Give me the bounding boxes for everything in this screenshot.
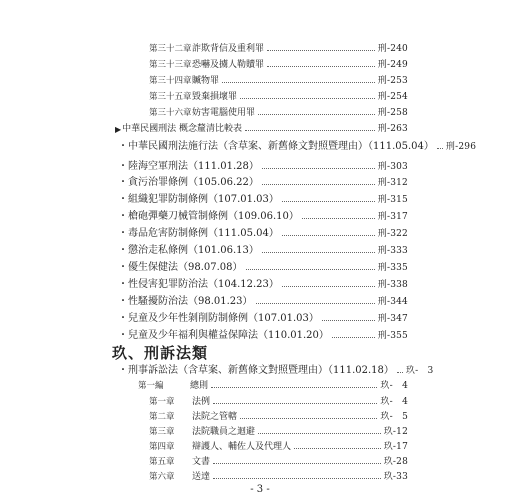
toc-entry xyxy=(149,466,408,482)
leader-dots xyxy=(294,448,381,449)
page-ref: 玖-17 xyxy=(383,442,408,452)
page-ref: 玖-33 xyxy=(383,472,408,482)
toc-entry xyxy=(149,54,408,70)
chapter-title: 辯護人、輔佐人及代理人 xyxy=(192,442,292,452)
leader-dots xyxy=(262,252,375,253)
leader-dots xyxy=(258,114,375,115)
toc-entry xyxy=(149,38,408,54)
toc-entry xyxy=(149,102,408,118)
page-ref: 刑-254 xyxy=(377,92,408,102)
leader-dots xyxy=(397,372,403,373)
chapter-number: 第三十四章 xyxy=(149,76,192,86)
law-title: ・性騷擾防治法（98.01.23） xyxy=(118,296,253,307)
leader-dots xyxy=(245,130,375,131)
page-ref: 刑-322 xyxy=(377,229,408,239)
toc-entry xyxy=(149,406,408,422)
law-title: ・性侵害犯罪防治法（104.12.23） xyxy=(118,279,279,290)
leader-dots xyxy=(282,286,375,287)
chapter-number: 第五章 xyxy=(149,457,175,467)
toc-entry xyxy=(149,391,408,407)
law-title: ・兒童及少年福利與權益保障法（110.01.20） xyxy=(118,330,329,341)
toc-entry-law xyxy=(118,274,408,290)
leader-dots xyxy=(222,82,375,83)
chapter-number: 第三十五章 xyxy=(149,92,192,102)
page-number: - 3 - xyxy=(250,484,270,495)
chapter-number: 第二章 xyxy=(149,412,175,422)
leader-dots xyxy=(282,235,375,236)
law-title: ・懲治走私條例（101.06.13） xyxy=(118,245,259,256)
leader-dots xyxy=(267,66,375,67)
law-title: ・兒童及少年性剝削防制條例（107.01.03） xyxy=(118,313,319,324)
leader-dots xyxy=(437,148,443,149)
chapter-title: 詐欺背信及重利罪 xyxy=(192,44,265,54)
toc-entry-law xyxy=(118,240,408,256)
toc-entry-part xyxy=(138,375,408,391)
page-ref: 刑-335 xyxy=(377,263,408,273)
chapter-number: 第三章 xyxy=(149,427,175,437)
page-ref: 刑-263 xyxy=(377,124,408,134)
page-ref: 玖-12 xyxy=(383,427,408,437)
leader-dots xyxy=(240,98,375,99)
toc-entry xyxy=(149,86,408,102)
leader-dots xyxy=(211,387,377,388)
law-title: ・優生保健法（98.07.08） xyxy=(118,262,243,273)
page-ref: 刑-338 xyxy=(377,280,408,290)
toc-entry xyxy=(149,421,408,437)
law-title: ・組織犯罪防制條例（107.01.03） xyxy=(118,194,279,205)
page-ref: 刑-303 xyxy=(377,162,408,172)
leader-dots xyxy=(282,201,375,202)
leader-dots xyxy=(302,218,375,219)
page-ref: 玖-28 xyxy=(383,457,408,467)
page-ref: 刑-240 xyxy=(377,44,408,54)
leader-dots xyxy=(213,478,381,479)
toc-entry-law xyxy=(118,206,408,222)
chapter-number: 第一章 xyxy=(149,397,175,407)
page-ref: 刑-347 xyxy=(377,314,408,324)
toc-entry-law xyxy=(118,257,408,273)
page-ref: 刑-333 xyxy=(377,246,408,256)
leader-dots xyxy=(262,168,375,169)
law-title: ・貪污治罪條例（105.06.22） xyxy=(118,177,259,188)
chapter-title: 毀棄損壞罪 xyxy=(192,92,238,102)
toc-entry xyxy=(149,451,408,467)
chapter-number: 第三十三章 xyxy=(149,60,192,70)
part-number: 第一編 xyxy=(138,381,164,391)
toc-entry-law xyxy=(118,136,477,152)
law-title: ・毒品危害防制條例（111.05.04） xyxy=(118,228,279,239)
law-title: ・陸海空軍刑法（111.01.28） xyxy=(118,161,259,172)
leader-dots xyxy=(332,337,375,338)
comparison-title: 中華民國刑法 概念釐清比較表 xyxy=(122,124,243,134)
leader-dots xyxy=(258,433,381,434)
leader-dots xyxy=(213,463,381,464)
toc-entry-law xyxy=(118,291,408,307)
chapter-title: 法院職員之迴避 xyxy=(192,427,256,437)
leader-dots xyxy=(246,269,375,270)
toc-entry-comparison xyxy=(115,118,408,134)
toc-entry-law xyxy=(118,325,408,341)
chapter-title: 妨害電腦使用罪 xyxy=(192,108,256,118)
page-ref: 玖- 4 xyxy=(380,381,408,391)
chapter-number: 第四章 xyxy=(149,442,175,452)
triangle-marker-icon: ▶ xyxy=(115,125,122,134)
toc-entry xyxy=(149,436,408,452)
page-ref: 玖- 3 xyxy=(405,366,434,376)
chapter-number: 第六章 xyxy=(149,472,175,482)
toc-entry-law xyxy=(118,156,408,172)
page-ref: 刑-355 xyxy=(377,331,408,341)
chapter-title: 法院之管轄 xyxy=(192,412,238,422)
page-ref: 刑-315 xyxy=(377,195,408,205)
page-ref: 玖- 5 xyxy=(380,412,408,422)
part-title: 總則 xyxy=(190,381,209,391)
leader-dots xyxy=(267,50,375,51)
page-ref: 刑-296 xyxy=(445,142,477,152)
chapter-number: 第三十二章 xyxy=(149,44,192,54)
toc-entry-law xyxy=(118,360,434,376)
toc-entry-law xyxy=(118,308,408,324)
section-heading: 玖、刑訴法類 xyxy=(112,344,209,362)
chapter-title: 文書 xyxy=(192,457,211,467)
law-title: ・刑事訴訟法（含草案、新舊條文對照暨理由）（111.02.18） xyxy=(118,365,394,376)
law-title: ・槍砲彈藥刀械管制條例（109.06.10） xyxy=(118,211,299,222)
chapter-title: 恐嚇及擄人勒贖罪 xyxy=(192,60,265,70)
chapter-number: 第三十六章 xyxy=(149,108,192,118)
leader-dots xyxy=(213,403,377,404)
page-ref: 刑-249 xyxy=(377,60,408,70)
toc-entry-law xyxy=(118,189,408,205)
page-ref: 刑-253 xyxy=(377,76,408,86)
chapter-title: 法例 xyxy=(192,397,211,407)
leader-dots xyxy=(322,320,375,321)
page-ref: 刑-312 xyxy=(377,178,408,188)
toc-entry xyxy=(149,70,408,86)
page-ref: 刑-344 xyxy=(377,297,408,307)
page-ref: 玖- 4 xyxy=(380,397,408,407)
law-title: ・中華民國刑法施行法（含草案、新舊條文對照暨理由）（111.05.04） xyxy=(118,141,434,152)
leader-dots xyxy=(262,184,375,185)
leader-dots xyxy=(256,303,375,304)
toc-entry-law xyxy=(118,223,408,239)
chapter-title: 贓物罪 xyxy=(192,76,220,86)
chapter-title: 送達 xyxy=(192,472,211,482)
toc-entry-law xyxy=(118,172,408,188)
page-ref: 刑-258 xyxy=(377,108,408,118)
page-ref: 刑-317 xyxy=(377,212,408,222)
leader-dots xyxy=(240,418,377,419)
